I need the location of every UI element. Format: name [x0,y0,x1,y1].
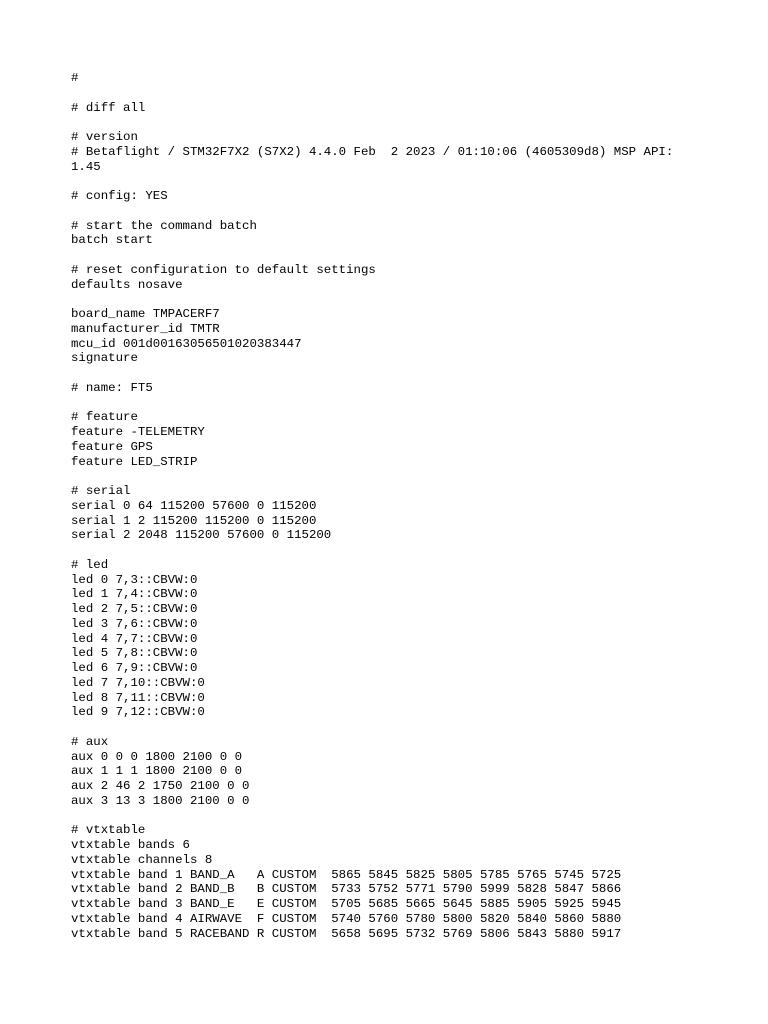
blank-line [71,720,731,735]
config-line: vtxtable band 1 BAND_A A CUSTOM 5865 5845 5825 5805 5785 5765 5745 5725 [71,867,622,882]
config-line: aux 0 0 0 1800 2100 0 0 [71,749,243,764]
config-line: serial 2 2048 115200 57600 0 115200 [71,528,332,543]
config-line: led 1 7,4::CBVW:0 [71,587,198,602]
blank-line [71,396,731,411]
config-line: vtxtable bands 6 [71,838,190,852]
document-page [71,71,731,941]
config-line: led 4 7,7::CBVW:0 [71,631,198,646]
comment-line: # [71,71,79,85]
config-line: vtxtable band 5 RACEBAND R CUSTOM 5658 5695 5732 5769 5806 5843 5880 5917 [71,926,622,941]
blank-line [71,204,731,219]
config-line: signature [71,351,138,366]
config-line: led 5 7,8::CBVW:0 [71,646,198,661]
config-line: manufacturer_id TMTR [71,321,220,336]
config-line: feature LED_STRIP [71,454,198,469]
comment-line: # aux [71,734,109,749]
comment-line: # feature [71,410,138,425]
blank-line [71,115,731,130]
comment-line: # vtxtable [71,823,146,838]
comment-line: # name: FT5 [71,380,153,395]
config-line: vtxtable channels 8 [71,852,213,867]
config-line: serial 0 64 115200 57600 0 115200 [71,498,317,513]
blank-line [71,469,731,484]
config-line: defaults nosave [71,277,183,292]
config-line: led 7 7,10::CBVW:0 [71,675,205,690]
comment-line: # version [71,130,138,144]
blank-line [71,809,731,824]
config-line: vtxtable band 3 BAND_E E CUSTOM 5705 5685 5665 5645 5885 5905 5925 5945 [71,897,622,911]
config-line: serial 1 2 115200 115200 0 115200 [71,513,317,528]
comment-line: # start the command batch [71,218,257,233]
blank-line [71,86,731,101]
config-line: vtxtable band 2 BAND_B B CUSTOM 5733 5752 5771 5790 5999 5828 5847 5866 [71,882,622,897]
config-line: led 3 7,6::CBVW:0 [71,616,198,631]
config-line: led 0 7,3::CBVW:0 [71,572,198,587]
config-line: aux 2 46 2 1750 2100 0 0 [71,779,250,793]
config-line: mcu_id 001d00163056501020383447 [71,336,302,351]
config-line: led 8 7,11::CBVW:0 [71,690,205,705]
config-line: led 6 7,9::CBVW:0 [71,661,198,675]
comment-line: # serial [71,484,131,498]
config-line: aux 1 1 1 1800 2100 0 0 [71,764,243,779]
config-line: feature GPS [71,439,153,454]
comment-line: # Betaflight / STM32F7X2 (S7X2) 4.4.0 Feb 2 2023 / 01:10:06 (4605309d8) MSP API: [71,144,674,159]
comment-line: # reset configuration to default settings [71,262,376,277]
blank-line [71,292,731,307]
config-line: led 2 7,5::CBVW:0 [71,602,198,616]
config-line: batch start [71,233,153,248]
config-line: feature -TELEMETRY [71,425,205,439]
config-line: vtxtable band 4 AIRWAVE F CUSTOM 5740 5760 5780 5800 5820 5840 5860 5880 [71,911,622,926]
blank-line [71,174,731,189]
comment-line: # diff all [71,100,146,115]
comment-line: # config: YES [71,189,168,203]
blank-line [71,248,731,263]
comment-line: # led [71,557,109,572]
blank-line [71,543,731,558]
config-line: led 9 7,12::CBVW:0 [71,705,205,720]
config-line: 1.45 [71,159,101,174]
config-line: aux 3 13 3 1800 2100 0 0 [71,793,250,808]
config-line: board_name TMPACERF7 [71,307,220,321]
blank-line [71,366,731,381]
